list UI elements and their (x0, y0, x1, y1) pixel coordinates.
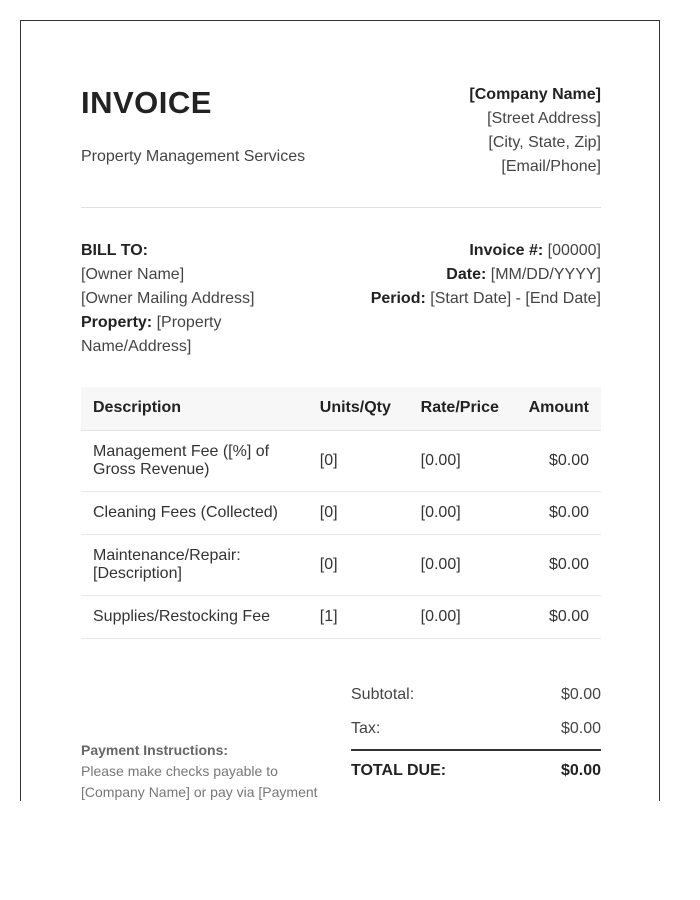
invoice-date-label: Date: (446, 266, 487, 283)
bill-to-block (81, 239, 321, 359)
table-row (81, 534, 601, 595)
row-amount: $0.00 (517, 491, 601, 534)
invoice-period-label: Period: (370, 290, 426, 307)
header-units: Units/Qty (308, 387, 409, 430)
row-description: Cleaning Fees (Collected) (81, 491, 308, 534)
tax-label: Tax: (351, 720, 381, 737)
header-description: Description (81, 387, 308, 430)
invoice-date-line (371, 263, 601, 287)
row-rate: [0.00] (409, 430, 517, 491)
row-amount: $0.00 (517, 595, 601, 638)
line-items-table (81, 387, 601, 639)
header-amount: Amount (517, 387, 601, 430)
totals-block (351, 681, 601, 791)
invoice-number-value: [00000] (543, 242, 601, 259)
total-due-label: TOTAL DUE: (351, 762, 447, 779)
invoice-date-value: [MM/DD/YYYY] (486, 266, 601, 283)
company-street: [Street Address] (487, 110, 601, 127)
table-header-row (81, 387, 601, 430)
company-city: [City, State, Zip] (488, 134, 601, 151)
company-contact: [Email/Phone] (501, 158, 601, 175)
row-description: Supplies/Restocking Fee (81, 595, 308, 638)
subtotal-value: $0.00 (560, 686, 601, 703)
row-description: Management Fee ([%] of Gross Revenue) (81, 430, 308, 491)
owner-name: [Owner Name] (81, 266, 185, 283)
row-units: [0] (308, 534, 409, 595)
property-line (81, 311, 321, 359)
bill-to-label: BILL TO: (81, 242, 148, 259)
invoice-number-line (371, 239, 601, 263)
row-units: [1] (308, 595, 409, 638)
header-rate: Rate/Price (409, 387, 517, 430)
invoice-subtitle: Property Management Services (81, 148, 306, 165)
tax-row (351, 715, 601, 749)
invoice-period-line (371, 287, 601, 311)
property-value: [Property Name/Address] (81, 314, 222, 355)
invoice-page (20, 20, 660, 801)
invoice-number-label: Invoice #: (469, 242, 544, 259)
table-row (81, 595, 601, 638)
total-due-row (351, 751, 601, 791)
row-units: [0] (308, 430, 409, 491)
payment-instructions (81, 740, 341, 801)
invoice-meta-block (371, 239, 601, 311)
row-rate: [0.00] (409, 491, 517, 534)
total-due-value: $0.00 (560, 762, 601, 779)
owner-address: [Owner Mailing Address] (81, 290, 255, 307)
subtotal-label: Subtotal: (351, 686, 415, 703)
table-row (81, 491, 601, 534)
invoice-period-value: [Start Date] - [End Date] (425, 290, 601, 307)
tax-value: $0.00 (560, 720, 601, 737)
row-amount: $0.00 (517, 534, 601, 595)
property-label: Property: (81, 314, 153, 331)
payment-title: Payment Instructions: (81, 742, 229, 758)
subtotal-row (351, 681, 601, 715)
row-description: Maintenance/Repair: [Description] (81, 534, 308, 595)
company-name: [Company Name] (469, 86, 601, 103)
invoice-header (81, 21, 601, 208)
company-block (469, 83, 601, 179)
payment-text: Please make checks payable to [Company Name] or pay via [Payment (81, 763, 318, 800)
row-rate: [0.00] (409, 534, 517, 595)
invoice-title: INVOICE (81, 85, 212, 120)
table-row (81, 430, 601, 491)
row-units: [0] (308, 491, 409, 534)
row-amount: $0.00 (517, 430, 601, 491)
row-rate: [0.00] (409, 595, 517, 638)
